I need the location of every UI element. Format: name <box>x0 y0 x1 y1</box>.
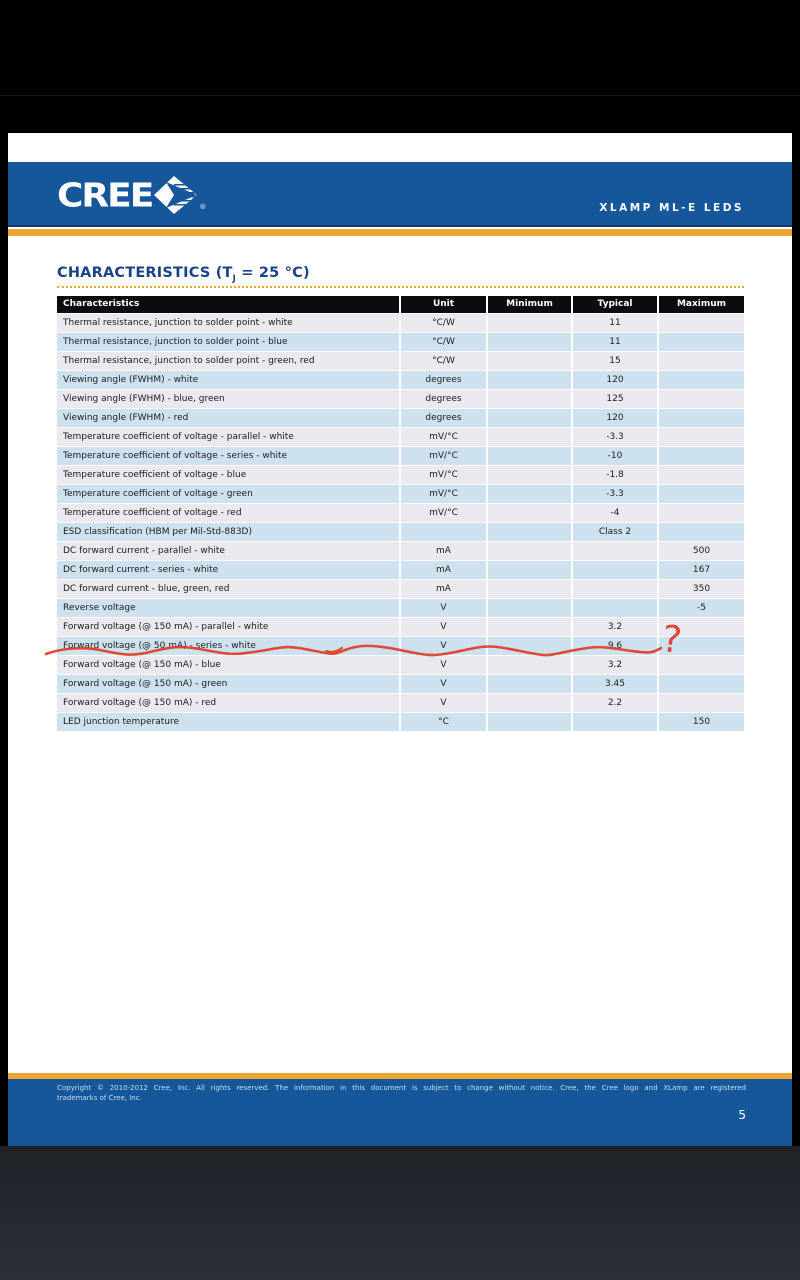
cell-maximum <box>658 522 744 541</box>
table-row <box>57 560 744 579</box>
cree-diamond-arrow-icon <box>154 175 198 215</box>
cell-unit <box>400 522 487 541</box>
cell-label: Reverse voltage <box>57 598 400 617</box>
registered-trademark-symbol: ® <box>199 203 207 211</box>
table-row <box>57 598 744 617</box>
cell-typical: 15 <box>572 351 658 370</box>
header-orange-stripe <box>8 229 792 236</box>
table-row <box>57 655 744 674</box>
cell-typical: 125 <box>572 389 658 408</box>
cell-minimum <box>487 408 572 427</box>
cell-maximum <box>658 503 744 522</box>
cell-label: Viewing angle (FWHM) - blue, green <box>57 389 400 408</box>
characteristics-table <box>57 296 744 732</box>
footer-band <box>8 1079 792 1146</box>
column-header-unit: Unit <box>400 296 487 313</box>
cell-label: Thermal resistance, junction to solder point - white <box>57 313 400 332</box>
cell-unit: degrees <box>400 370 487 389</box>
section-title <box>57 265 310 284</box>
cell-label: Thermal resistance, junction to solder point - green, red <box>57 351 400 370</box>
cell-maximum <box>658 389 744 408</box>
chrome-divider <box>0 95 800 96</box>
copyright-line-2: trademarks of Cree, Inc. <box>57 1094 142 1102</box>
table-row <box>57 446 744 465</box>
table-row <box>57 636 744 655</box>
page-number: 5 <box>738 1108 746 1122</box>
cell-unit: °C/W <box>400 332 487 351</box>
cell-typical: -10 <box>572 446 658 465</box>
cell-minimum <box>487 522 572 541</box>
section-title-subscript: J <box>232 273 237 284</box>
cell-label: Forward voltage (@ 150 mA) - red <box>57 693 400 712</box>
cell-maximum <box>658 617 744 636</box>
cell-unit: °C/W <box>400 313 487 332</box>
cell-typical <box>572 560 658 579</box>
table-header-row <box>57 296 744 313</box>
cell-minimum <box>487 351 572 370</box>
cell-minimum <box>487 313 572 332</box>
cell-typical: -4 <box>572 503 658 522</box>
cell-maximum: 350 <box>658 579 744 598</box>
copyright-text <box>57 1083 746 1103</box>
cell-minimum <box>487 541 572 560</box>
cell-minimum <box>487 427 572 446</box>
cell-maximum <box>658 370 744 389</box>
product-title: XLAMP ML-E LEDS <box>599 202 744 214</box>
table-row <box>57 674 744 693</box>
table-row <box>57 370 744 389</box>
cell-typical: Class 2 <box>572 522 658 541</box>
table-row <box>57 332 744 351</box>
cell-label: DC forward current - parallel - white <box>57 541 400 560</box>
cell-unit: mA <box>400 560 487 579</box>
cell-label: Forward voltage (@ 150 mA) - green <box>57 674 400 693</box>
cell-maximum <box>658 655 744 674</box>
cell-label: DC forward current - blue, green, red <box>57 579 400 598</box>
cell-label: Temperature coefficient of voltage - parallel - white <box>57 427 400 446</box>
cell-unit: V <box>400 636 487 655</box>
section-title-prefix: CHARACTERISTICS (T <box>57 265 233 281</box>
column-header-typical: Typical <box>572 296 658 313</box>
table-row <box>57 522 744 541</box>
table-row <box>57 712 744 731</box>
cell-label: ESD classification (HBM per Mil-Std-883D) <box>57 522 400 541</box>
cell-label: Viewing angle (FWHM) - white <box>57 370 400 389</box>
cell-typical: 2.2 <box>572 693 658 712</box>
copyright-line-1: Copyright © 2010-2012 Cree, Inc. All rights reserved. The information in this document is subject to change without notice. Cree, the Cree logo and XLamp are registered <box>57 1084 746 1092</box>
cell-typical: 120 <box>572 408 658 427</box>
cell-minimum <box>487 370 572 389</box>
cell-maximum <box>658 408 744 427</box>
cell-minimum <box>487 712 572 731</box>
cell-maximum <box>658 636 744 655</box>
cell-unit: degrees <box>400 408 487 427</box>
cell-typical: -1.8 <box>572 465 658 484</box>
cell-maximum <box>658 313 744 332</box>
cell-unit: mV/°C <box>400 427 487 446</box>
cell-label: Temperature coefficient of voltage - blue <box>57 465 400 484</box>
cell-minimum <box>487 465 572 484</box>
cell-maximum: 150 <box>658 712 744 731</box>
cell-unit: degrees <box>400 389 487 408</box>
cell-unit: V <box>400 617 487 636</box>
cree-logo-text: CREE <box>57 177 153 215</box>
cell-minimum <box>487 560 572 579</box>
cell-label: DC forward current - series - white <box>57 560 400 579</box>
cell-typical: 3.45 <box>572 674 658 693</box>
dotted-divider <box>57 286 744 288</box>
table-row <box>57 541 744 560</box>
cell-unit: °C/W <box>400 351 487 370</box>
cell-typical: 11 <box>572 313 658 332</box>
cell-typical <box>572 579 658 598</box>
table-row <box>57 408 744 427</box>
table-row <box>57 427 744 446</box>
cell-minimum <box>487 598 572 617</box>
cell-maximum <box>658 351 744 370</box>
cell-typical: 9.6 <box>572 636 658 655</box>
cell-unit: V <box>400 674 487 693</box>
cell-minimum <box>487 693 572 712</box>
cell-typical <box>572 712 658 731</box>
table-row <box>57 484 744 503</box>
cell-unit: mV/°C <box>400 446 487 465</box>
table-row <box>57 693 744 712</box>
cell-typical <box>572 541 658 560</box>
cell-label: Temperature coefficient of voltage - series - white <box>57 446 400 465</box>
cell-label: Forward voltage (@ 150 mA) - blue <box>57 655 400 674</box>
table-row <box>57 503 744 522</box>
cell-label: LED junction temperature <box>57 712 400 731</box>
cell-maximum <box>658 427 744 446</box>
cell-minimum <box>487 332 572 351</box>
cell-maximum <box>658 465 744 484</box>
cell-typical: 11 <box>572 332 658 351</box>
cell-label: Temperature coefficient of voltage - green <box>57 484 400 503</box>
cell-label: Forward voltage (@ 150 mA) - parallel - white <box>57 617 400 636</box>
cell-minimum <box>487 636 572 655</box>
column-header-minimum: Minimum <box>487 296 572 313</box>
cell-unit: V <box>400 693 487 712</box>
cell-unit: mV/°C <box>400 503 487 522</box>
column-header-characteristics: Characteristics <box>57 296 400 313</box>
cell-unit: mV/°C <box>400 484 487 503</box>
cell-maximum <box>658 484 744 503</box>
cell-maximum: 167 <box>658 560 744 579</box>
cell-minimum <box>487 579 572 598</box>
table-row <box>57 465 744 484</box>
header-band <box>8 162 792 227</box>
table-row <box>57 389 744 408</box>
cell-typical: -3.3 <box>572 427 658 446</box>
table-row <box>57 351 744 370</box>
table-row <box>57 579 744 598</box>
cell-maximum <box>658 693 744 712</box>
cree-logo <box>57 175 207 215</box>
section-title-suffix: = 25 °C) <box>236 265 310 281</box>
column-header-maximum: Maximum <box>658 296 744 313</box>
document-page <box>8 133 792 1146</box>
cell-unit: V <box>400 598 487 617</box>
cell-minimum <box>487 446 572 465</box>
top-chrome-area <box>0 0 800 133</box>
cell-typical <box>572 598 658 617</box>
cell-minimum <box>487 674 572 693</box>
cell-maximum: 500 <box>658 541 744 560</box>
cell-unit: mA <box>400 579 487 598</box>
table-body <box>57 313 744 731</box>
cell-unit: mA <box>400 541 487 560</box>
cell-maximum <box>658 332 744 351</box>
cell-label: Forward voltage (@ 50 mA) - series - white <box>57 636 400 655</box>
cell-typical: 120 <box>572 370 658 389</box>
cell-label: Temperature coefficient of voltage - red <box>57 503 400 522</box>
cell-minimum <box>487 484 572 503</box>
cell-maximum <box>658 674 744 693</box>
cell-maximum: -5 <box>658 598 744 617</box>
cell-minimum <box>487 617 572 636</box>
cell-typical: 3.2 <box>572 617 658 636</box>
cell-unit: V <box>400 655 487 674</box>
cell-label: Thermal resistance, junction to solder point - blue <box>57 332 400 351</box>
cell-label: Viewing angle (FWHM) - red <box>57 408 400 427</box>
cell-typical: 3.2 <box>572 655 658 674</box>
cell-minimum <box>487 503 572 522</box>
cell-maximum <box>658 446 744 465</box>
cell-unit: °C <box>400 712 487 731</box>
question-mark-annotation: ? <box>659 616 685 663</box>
cell-minimum <box>487 655 572 674</box>
table-row <box>57 313 744 332</box>
cell-typical: -3.3 <box>572 484 658 503</box>
cell-minimum <box>487 389 572 408</box>
table-row <box>57 617 744 636</box>
bottom-chrome-area <box>0 1146 800 1280</box>
cell-unit: mV/°C <box>400 465 487 484</box>
